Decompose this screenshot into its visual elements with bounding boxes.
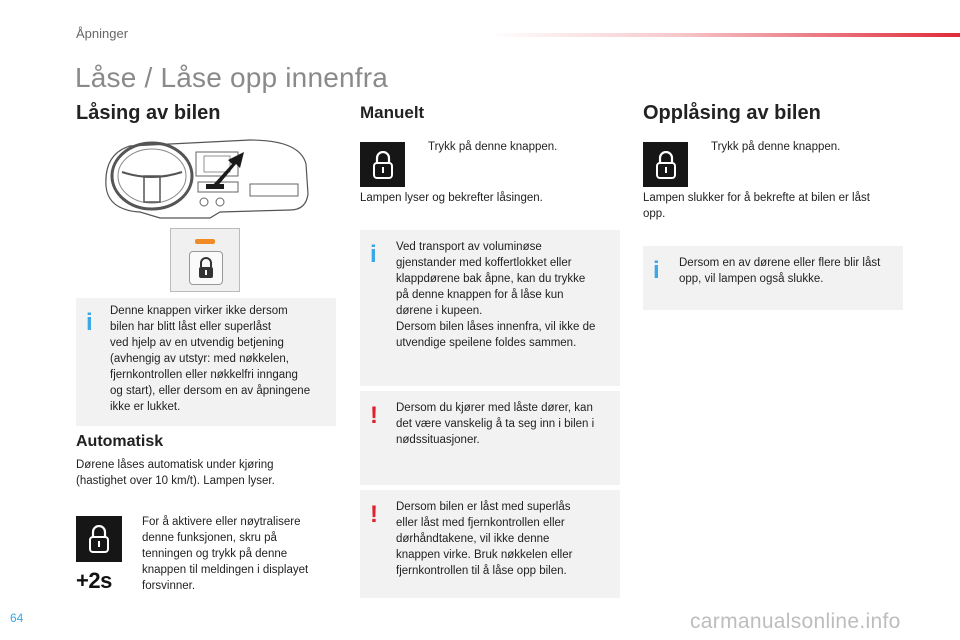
info-note-unlock — [643, 246, 903, 310]
info-icon: i — [86, 309, 93, 336]
warning-note-2 — [360, 490, 620, 598]
info-note-manual — [360, 230, 620, 386]
page-number: 64 — [10, 611, 24, 625]
warning-note-text: Dersom du kjører med låste dører, kan det være vanskelig å ta seg inn i bilen i nødssituasjoner. — [396, 402, 595, 446]
dashboard-illustration — [100, 134, 312, 222]
manual-bullet — [418, 139, 557, 155]
page-title: Låse / Låse opp innenfra — [75, 62, 389, 93]
automatic-bullet — [132, 514, 340, 594]
lock-button-icon — [360, 142, 405, 187]
hold-duration-label: +2s — [76, 568, 112, 593]
warning-note-1 — [360, 391, 620, 485]
unlock-bullet — [701, 139, 840, 155]
automatic-text: Dørene låses automatisk under kjøring (hastighet over 10 km/t). Lampen lyser. — [76, 459, 275, 487]
info-icon: i — [653, 257, 660, 284]
locking-heading: Låsing av bilen — [76, 102, 221, 124]
manual-text: Lampen lyser og bekrefter låsingen. — [360, 192, 543, 204]
section-label: Åpninger — [76, 26, 129, 41]
warning-icon: ! — [370, 501, 378, 528]
info-note-locking — [76, 298, 336, 426]
manual-bullet-text: Trykk på denne knappen. — [428, 141, 558, 153]
unlock-bullet-text: Trykk på denne knappen. — [711, 141, 841, 153]
lock-icon — [189, 251, 223, 285]
warning-note-text: Dersom bilen er låst med superlås eller låst med fjernkontrollen eller dørhåndtakene, vil ikke denne knappen virke. Bruk nøkkelen eller fjernkontrollen til å låse opp bilen. — [396, 501, 573, 577]
warning-icon: ! — [370, 402, 378, 429]
info-note-text: Dersom en av dørene eller flere blir låst opp, vil lampen også slukke. — [679, 257, 881, 285]
lamp-indicator — [195, 239, 215, 244]
info-note-text: Denne knappen virker ikke dersom bilen har blitt låst eller superlåst ved hjelp av en utvendig betjening (avhengig av utstyr: med nøkkelen, fjernkontrollen eller nøkkelfri inngang og start), eller dersom en av åpningene ikke er lukket. — [110, 305, 311, 413]
header-accent-bar — [488, 33, 960, 37]
automatic-bullet-text: For å aktivere eller nøytralisere denne funksjonen, skru på tenningen og trykk på denne knappen til meldingen i displayet forsvinner. — [142, 516, 309, 592]
lock-button-icon — [76, 516, 122, 562]
info-icon: i — [370, 241, 377, 268]
unlocking-heading: Opplåsing av bilen — [643, 102, 821, 124]
unlock-text: Lampen slukker for å bekrefte at bilen er låst opp. — [643, 192, 870, 220]
lock-button-illustration — [170, 228, 240, 292]
info-note-text: Ved transport av voluminøse gjenstander med koffertlokket eller klappdørene bak åpne, kan du trykke på denne knappen for å låse kun dørene i kupeen. Dersom bilen låses innenfra, vil ikke de utvendige speilene foldes sammen. — [396, 241, 596, 349]
manual-heading: Manuelt — [360, 103, 425, 122]
automatic-heading: Automatisk — [76, 433, 164, 450]
lock-button-icon — [643, 142, 688, 187]
watermark: carmanualsonline.info — [690, 610, 901, 633]
